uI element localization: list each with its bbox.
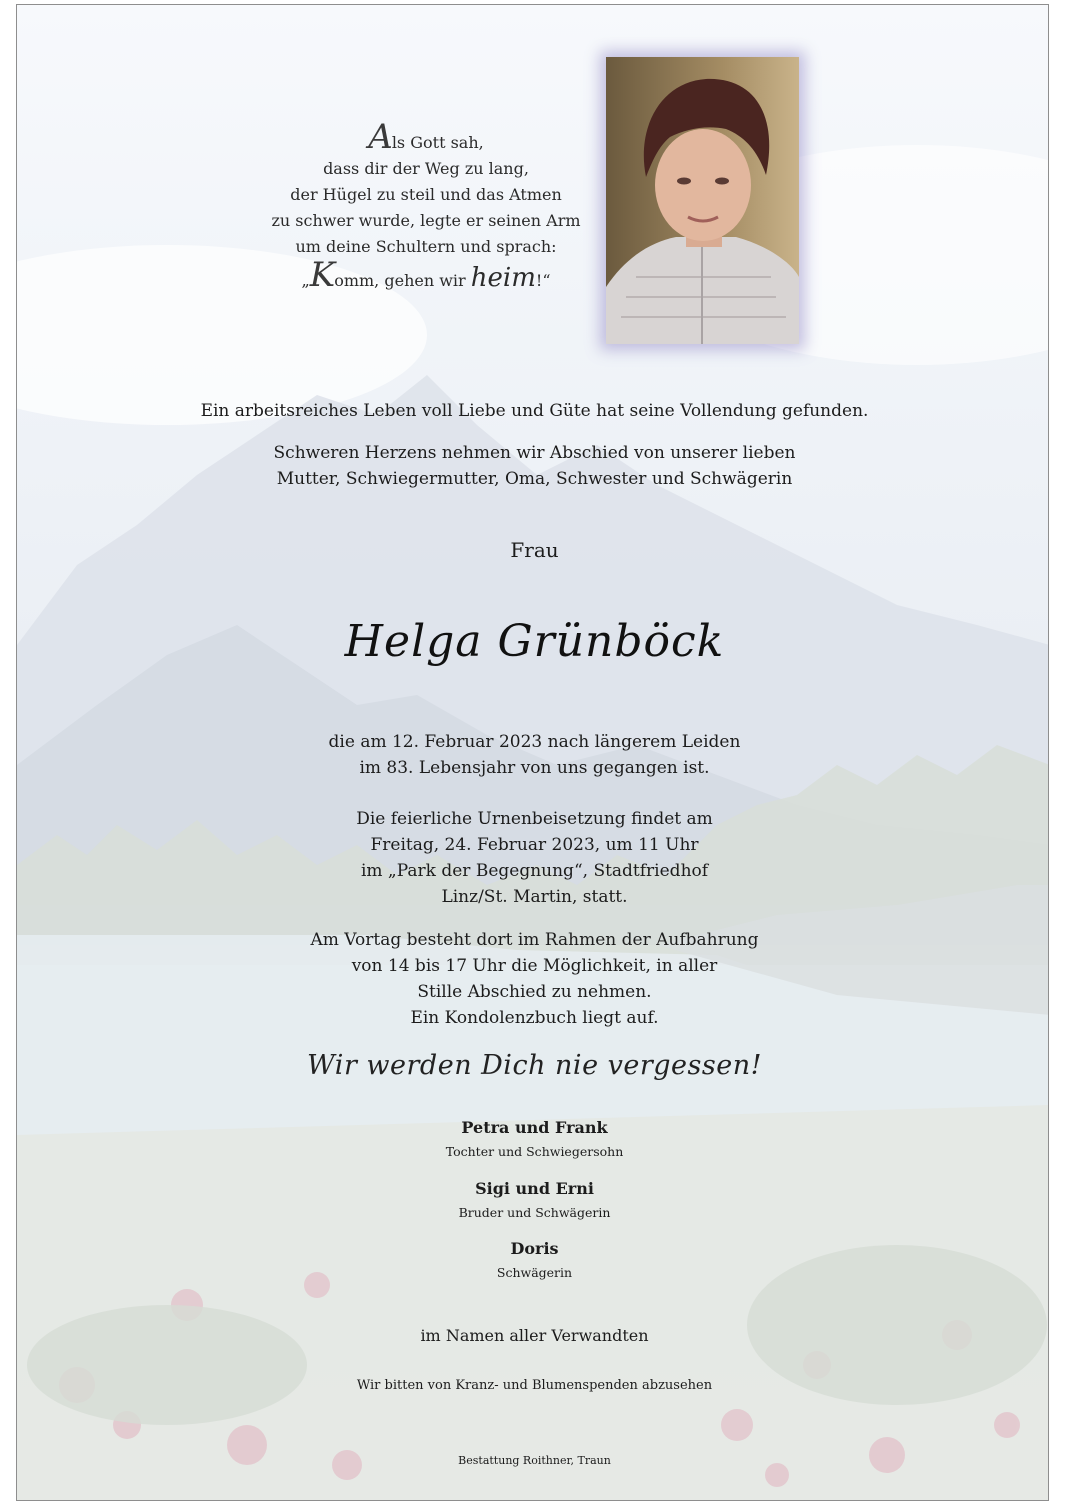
poem-initial-k: K [309, 255, 335, 295]
mourner-name: Petra und Frank [461, 1118, 608, 1137]
deceased-name: Helga Grünböck [344, 616, 725, 667]
mourner-name: Doris [510, 1239, 559, 1258]
portrait-illustration [606, 57, 799, 344]
mourner-relation: Tochter und Schwiegersohn [445, 1144, 624, 1159]
flower-request: Wir bitten von Kranz- und Blumenspenden abzusehen [356, 1378, 713, 1393]
death-notice-line: die am 12. Februar 2023 nach längerem Leiden [328, 732, 741, 752]
poem-close-quote: !“ [535, 271, 551, 290]
viewing-line: Ein Kondolenzbuch liegt auf. [410, 1008, 659, 1028]
mourner-name: Sigi und Erni [475, 1179, 594, 1198]
intro-line-2: Schweren Herzens nehmen wir Abschied von unserer lieben [273, 443, 796, 463]
viewing-line: Am Vortag besteht dort im Rahmen der Aufbahrung [310, 930, 759, 950]
ceremony-line: Linz/St. Martin, statt. [441, 887, 628, 907]
poem-heim: heim [470, 263, 536, 293]
ceremony-line: Die feierliche Urnenbeisetzung findet am [356, 809, 713, 829]
motto: Wir werden Dich nie vergessen! [307, 1050, 762, 1081]
portrait-photo [606, 57, 799, 344]
poem-initial-a: A [368, 117, 392, 157]
mourner-relation: Bruder und Schwägerin [458, 1205, 611, 1220]
ceremony-line: im „Park der Begegnung“, Stadtfriedhof [360, 861, 709, 881]
poem-line-1 [226, 117, 626, 157]
viewing-line: von 14 bis 17 Uhr die Möglichkeit, in aller [351, 956, 718, 976]
poem-open-quote: „ [301, 271, 310, 290]
poem-last-line [226, 255, 626, 295]
poem-line-1-text: ls Gott sah, [391, 133, 484, 152]
death-notice-line: im 83. Lebensjahr von uns gegangen ist. [359, 758, 710, 778]
intro-line-1: Ein arbeitsreiches Leben voll Liebe und Güte hat seine Vollendung gefunden. [200, 401, 869, 421]
poem-line: um deine Schultern und sprach: [295, 237, 557, 256]
poem-line: zu schwer wurde, legte er seinen Arm [271, 211, 581, 230]
funeral-home: Bestattung Roithner, Traun [458, 1454, 611, 1467]
poem-line: dass dir der Weg zu lang, [323, 159, 529, 178]
poem-last-text: omm, gehen wir [334, 271, 471, 290]
viewing-line: Stille Abschied zu nehmen. [417, 982, 652, 1002]
ceremony-line: Freitag, 24. Februar 2023, um 11 Uhr [370, 835, 699, 855]
salutation: Frau [510, 538, 559, 562]
intro-line-3: Mutter, Schwiegermutter, Oma, Schwester und Schwägerin [276, 469, 793, 489]
mourner-relation: Schwägerin [496, 1265, 573, 1280]
relatives-line: im Namen aller Verwandten [420, 1326, 649, 1345]
poem-line: der Hügel zu steil und das Atmen [290, 185, 562, 204]
poem [226, 117, 626, 295]
